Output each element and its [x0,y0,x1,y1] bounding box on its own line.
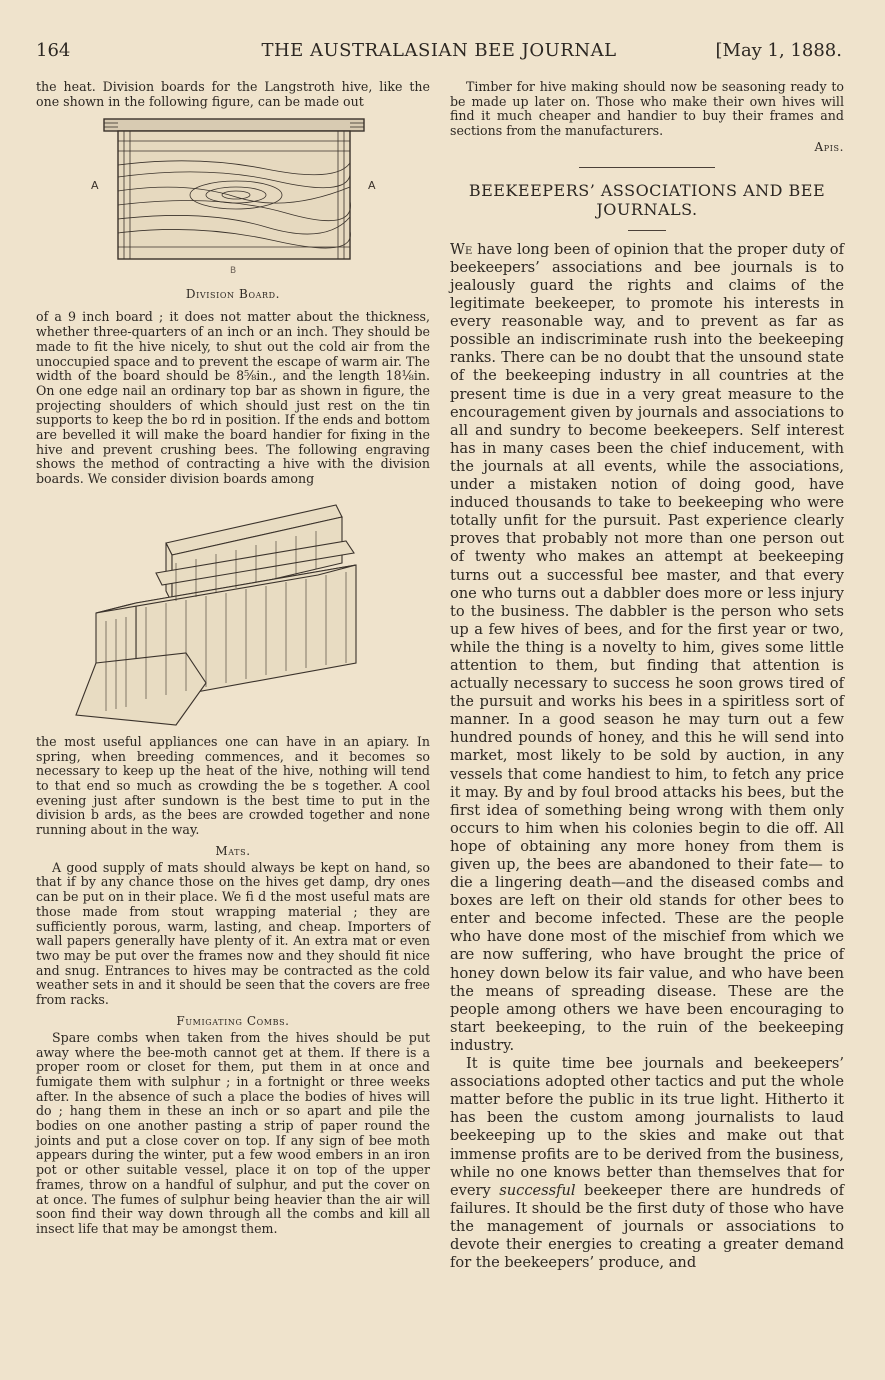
article-emphasis: successful [499,1181,576,1199]
author-signature: Apis. [814,139,844,154]
hive-contraction-engraving [36,493,430,731]
article-paragraph-1 [450,241,844,1055]
issue-date: [May 1, 1888. [715,40,842,61]
right-column [450,80,844,1272]
left-column [36,80,430,1237]
figure-label-left: A [91,179,99,193]
fumigating-heading: Fumigating Combs. [176,1013,290,1028]
left-paragraph-4: A good supply of mats should always be kept on hand, so that if by any chance those on the hives get damp, dry ones can be put on in their place. We fi d the most useful mats are those made from stout wrapping material ; they are sufficiently porous, warm, lasting, and cheap. Importers of wall papers generally have plenty of it. An extra mat or even two may be put over the frames now and they should fit nice and snug. Entrances to hives may be contracted as the cold weather sets in and it should be seen that the covers are free from racks. [36,859,430,1008]
journal-title: THE AUSTRALASIAN BEE JOURNAL [261,40,617,61]
figure-label-right: A [368,179,376,193]
left-paragraph-2: of a 9 inch board ; it does not matter about the thickness, whether three-quarters of an inch or an inch. They should be made to fit the hive nicely, to shut out the cold air from the unoccupied space and to prevent the escape of warm air. The width of the board should be 8⅝in., and the length 18⅛in. On one edge nail an ordinary top bar as shown in figure, the projecting shoulders of which should just rest on the tin supports to keep the bo rd in position. If the ends and bottom are bevelled it will make the board handier for fixing in the hive and prevent crushing bees. The following engraving shows the method of contracting a hive with the division boards. We consider division boards among [36,309,430,487]
left-paragraph-5: Spare combs when taken from the hives should be put away where the bee-moth cannot get at them. If there is a proper room or closet for them, put them in at once and fumigate them with sulphur ; in a fortnight or three weeks after. In the absence of such a place the bodies of hives will do ; hang them in these an inch or so apart and pile the bodies on one another pasting a strip of paper round the joints and put a close cover on top. If any sign of bee moth appears during the winter, put a few wood embers in an iron pot or other suitable vessel, place it on top of the upper frames, throw on a handful of sulphur, and put the cover on at once. The fumes of sulphur being heavier than the air will soon find their way down through all the combs and kill all insect life that may be amongst them. [36,1029,430,1236]
page-number: 164 [36,40,71,61]
page-header [36,40,842,68]
mats-heading: Mats. [215,843,251,858]
article-dropcap: We [450,240,473,258]
article-paragraph-2-b: beekeeper there are hundreds of failures. It should be the first duty of those who have the management of journals or associations to devote their energies to creating a greater demand for the beekeepers’ produce, and [450,1181,844,1272]
left-paragraph-3: the most useful appliances one can have in an apiary. In spring, when breeding commences, and it becomes so necessary to keep up the heat of the hive, nothing will tend to that end so much as crowding the be s together. A cool evening just after sundown is the best time to put in the division b ards, as the bees are crowded together and none running about in the way. [36,733,430,838]
article-title: BEEKEEPERS’ ASSOCIATIONS AND BEE JOURNALS. [468,180,826,219]
section-divider [579,167,715,168]
article-paragraph-2-a: It is quite time bee journals and beekeepers’ associations adopted other tactics and put the whole matter before the public in its true light. Hitherto it has been the custom among journalists to laud beekeeping up to the skies and make out that immense profits are to be derived from the business, while no one knows better than themselves that for every [450,1055,844,1199]
article-paragraph-2 [450,1055,844,1272]
left-paragraph-1: the heat. Division boards for the Langstroth hive, like the one shown in the following figure, can be made out [36,79,430,109]
title-divider [628,230,666,231]
figure-caption: Division Board. [185,287,281,302]
division-board-figure [36,117,430,289]
right-paragraph-1: Timber for hive making should now be seasoning ready to be made up later on. Those who make their own hives will find it much cheaper and handier to buy their frames and sections from the manufacturers. [450,79,844,139]
figure-label-bottom: B [230,266,237,277]
article-paragraph-1-text: have long been of opinion that the proper duty of beekeepers’ associations and bee journals is to jealously guard the rights and claims of the legitimate beekeeper, to promote his interests in every reasonable way, and to prevent as far as possible an indiscriminate rush into the beekeeping ranks. There can be no doubt that the unsound state of the beekeeping industry in all countries at the present time is due in a very great measure to the encouragement given by journals and associations to all and sundry to become beekeepers. Self interest has in many cases been the chief inducement, with the journals at all events, while the associations, under a mistaken notion of doing good, have induced thousands to take to beekeeping who were totally unfit for the pursuit. Past experience clearly proves that probably not more than one person out of twenty who makes an attempt at beekeeping turns out a successful bee master, and that every one who turns out a dabbler does more or less injury to the business. The dabbler is the person who sets up a few hives of bees, and for the first year or two, while the thing is a novelty to him, gives some little attention to them, but finding that attention is actually necessary to success he soon grows tired of the pursuit and works his bees in a spiritless sort of manner. In a good season he may turn out a few hundred pounds of honey, and this he will send into market, most likely to be sold by auction, in any vessels that come handiest to him, to fetch any price it may. By and by foul brood attacks his bees, but the first idea of something being wrong with them only occurs to him when his colonies begin to die off. All hope of obtaining any more honey from them is given up, the bees are abandoned to their fate— to die a lingering death—and the diseased combs and boxes are left on their old stands for other bees to enter and become infected. These are the people who have done most of the mischief from which we are now suffering, who have brought the price of honey down below its fair value, and who have been the means of spreading disease. These are the people among others we have been encouraging to start beekeeping, to the ruin of the beekeeping industry. [450,240,844,1054]
